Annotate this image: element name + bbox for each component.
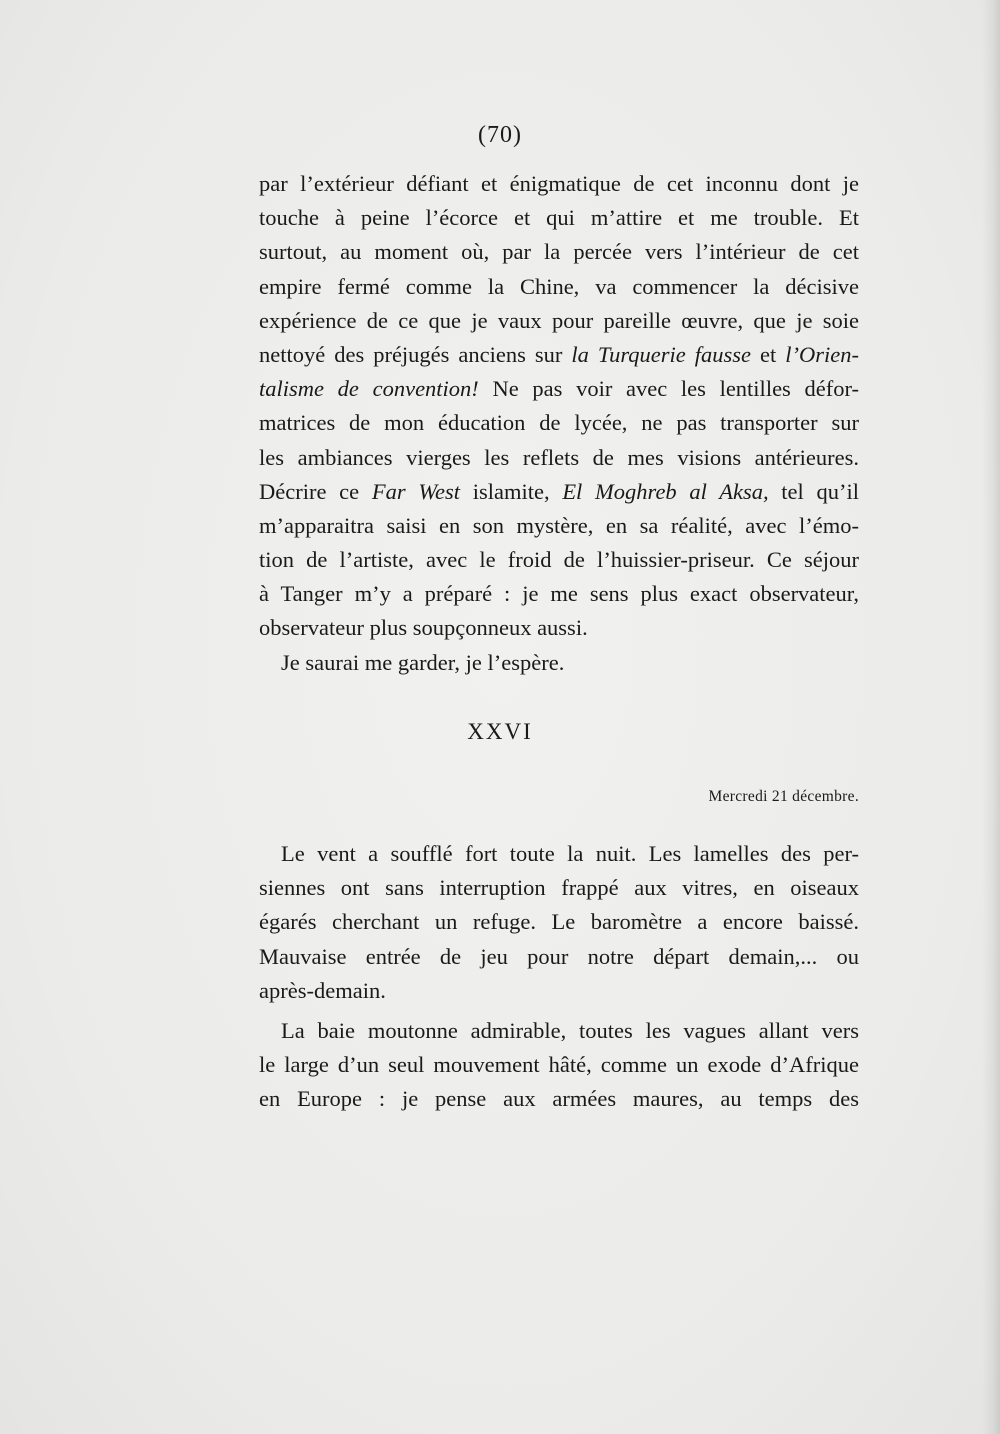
italic-run: talisme de convention! — [259, 376, 479, 402]
text-run: nettoyé des préjugés anciens sur — [259, 341, 572, 367]
italic-run: El Moghreb al Aksa, — [562, 478, 769, 504]
chapter-heading: XXVI — [467, 719, 533, 744]
text-line: Mauvaise entrée de jeu pour notre départ demain,... ou — [259, 943, 859, 969]
text-line: à Tanger m’y a préparé : je me sens plus exact observateur, — [259, 581, 859, 607]
italic-run: Far West — [371, 478, 460, 504]
text-line: m’apparaitra saisi en son mystère, en sa réalité, avec l’émo- — [259, 512, 859, 538]
previous-chapter-text — [259, 167, 859, 680]
text-line: empire fermé comme la Chine, va commencer la décisive — [259, 273, 859, 299]
text-line: matrices de mon éducation de lycée, ne pas transporter sur — [259, 410, 859, 436]
text-line: La baie moutonne admirable, toutes les vagues allant vers — [281, 1017, 859, 1043]
text-line: observateur plus soupçonneux aussi. — [259, 615, 588, 641]
text-line — [259, 475, 859, 509]
text-line: expérience de ce que je vaux pour pareille œuvre, que je soie — [259, 307, 859, 333]
text-line: surtout, au moment où, par la percée vers l’intérieur de cet — [259, 239, 859, 265]
italic-run: la Turquerie fausse — [571, 341, 752, 367]
text-run: Ne pas voir avec les lentilles défor- — [478, 376, 860, 402]
text-run: tel qu’il — [768, 478, 859, 504]
text-line: les ambiances vierges les reflets de mes visions antérieures. — [259, 444, 859, 470]
closing-line: Je saurai me garder, je l’espère. — [281, 649, 565, 675]
text-run: Décrire ce — [259, 478, 372, 504]
text-run: islamite, — [460, 478, 563, 504]
text-line: Le vent a soufflé fort toute la nuit. Les lamelles des per- — [281, 841, 859, 866]
text-line: tion de l’artiste, avec le froid de l’huissier-priseur. Ce séjour — [259, 547, 859, 573]
chapter-body-text — [259, 837, 859, 1117]
text-line: après-demain. — [259, 977, 386, 1003]
text-line: touche à peine l’écorce et qui m’attire et me trouble. Et — [259, 205, 859, 231]
text-line: siennes ont sans interruption frappé aux vitres, en oiseaux — [259, 875, 859, 901]
page-number: (70) — [478, 122, 522, 148]
text-line — [259, 372, 859, 406]
text-line: le large d’un seul mouvement hâté, comme un exode d’Afrique — [259, 1052, 859, 1078]
text-line: en Europe : je pense aux armées maures, au temps des — [259, 1086, 859, 1112]
text-run: et — [751, 341, 786, 367]
text-line: égarés cherchant un refuge. Le baromètre a encore baissé. — [259, 909, 859, 935]
text-line: par l’extérieur défiant et énigmatique de cet inconnu dont je — [259, 171, 859, 196]
chapter-date: Mercredi 21 décembre. — [708, 788, 859, 805]
italic-run: l’Orien- — [785, 341, 859, 367]
text-line — [259, 338, 859, 372]
page-edge-shadow — [982, 0, 1000, 1434]
